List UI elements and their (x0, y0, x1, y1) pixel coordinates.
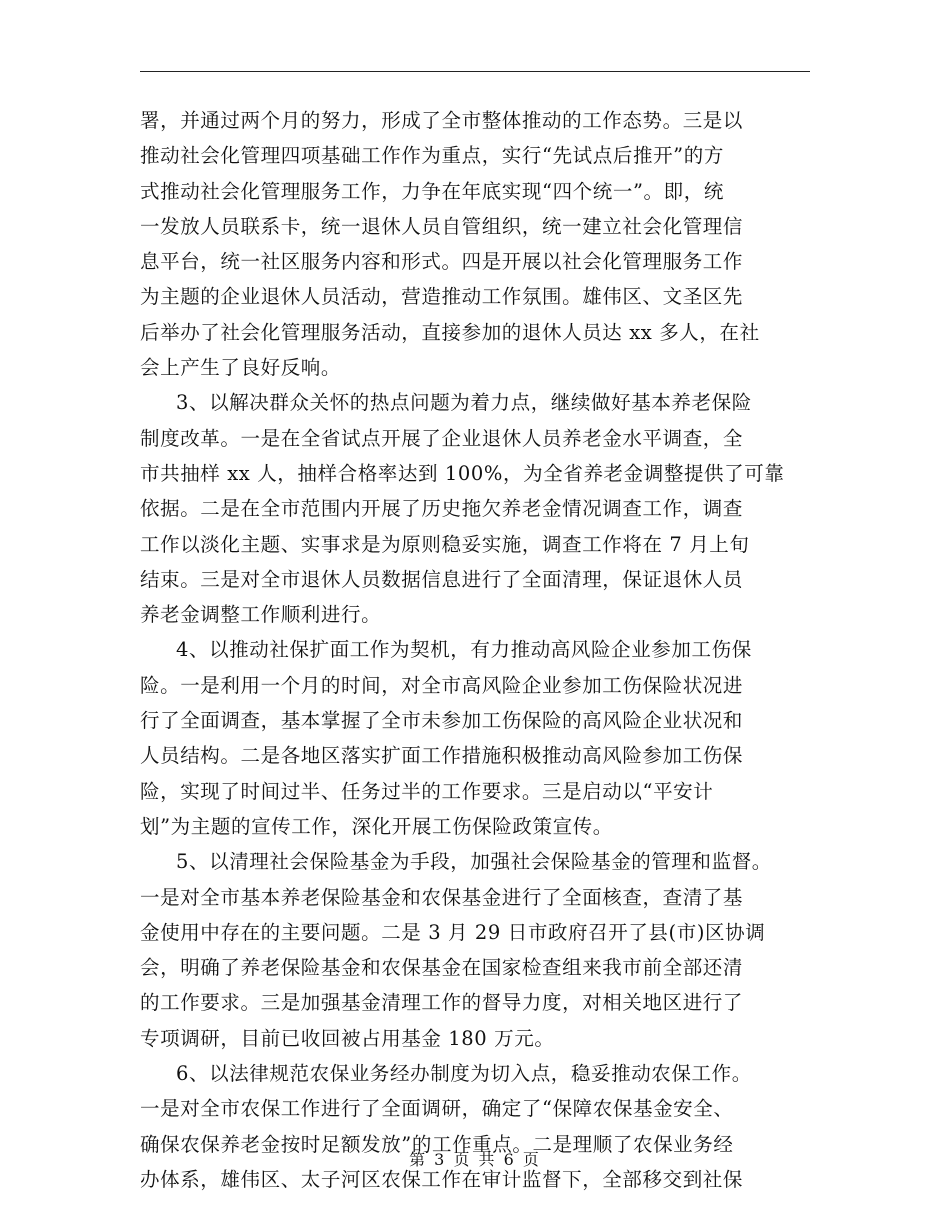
text-line: 行了全面调查，基本掌握了全市未参加工伤保险的高风险企业状况和 (140, 709, 744, 733)
text-line: 为主题的企业退休人员活动，营造推动工作氛围。雄伟区、文圣区先 (140, 285, 744, 309)
text-line: 办体系，雄伟区、太子河区农保工作在审计监督下，全部移交到社保 (140, 1167, 744, 1191)
text-line: 息平台，统一社区服务内容和形式。四是开展以社会化管理服务工作 (140, 250, 744, 274)
text-line: 一是对全市基本养老保险基金和农保基金进行了全面核查，查清了基 (140, 885, 744, 909)
document-body (140, 103, 830, 1197)
text-line: 一是对全市农保工作进行了全面调研，确定了“保障农保基金安全、 (140, 1097, 734, 1121)
text-line: 会，明确了养老保险基金和农保基金在国家检查组来我市前全部还清 (140, 956, 744, 980)
text-line: 推动社会化管理四项基础工作作为重点，实行“先试点后推开”的方 (140, 144, 724, 168)
paragraph-first-line: 6、以法律规范农保业务经办制度为切入点，稳妥推动农保工作。 (176, 1062, 752, 1086)
text-line: 署，并通过两个月的努力，形成了全市整体推动的工作态势。三是以 (140, 109, 744, 132)
text-line: 会上产生了良好反响。 (140, 356, 342, 380)
text-line: 金使用中存在的主要问题。二是 3 月 29 日市政府召开了县(市)区协调 (140, 920, 766, 944)
text-line: 养老金调整工作顺利进行。 (140, 603, 382, 627)
paragraph-first-line: 4、以推动社保扩面工作为契机，有力推动高风险企业参加工伤保 (176, 638, 752, 662)
text-line: 式推动社会化管理服务工作，力争在年底实现“四个统一”。即，统 (140, 179, 724, 203)
text-line: 依据。二是在全市范围内开展了历史拖欠养老金情况调查工作，调查 (140, 497, 744, 521)
text-line: 专项调研，目前已收回被占用基金 180 万元。 (140, 1026, 555, 1050)
paragraph-first-line: 3、以解决群众关怀的热点问题为着力点，继续做好基本养老保险 (176, 391, 752, 415)
text-line: 划”为主题的宣传工作，深化开展工伤保险政策宣传。 (140, 814, 613, 838)
text-line: 确保农保养老金按时足额发放”的工作重点。二是理顺了农保业务经 (140, 1132, 734, 1156)
text-line: 结束。三是对全市退休人员数据信息进行了全面清理，保证退休人员 (140, 567, 744, 591)
text-line: 的工作要求。三是加强基金清理工作的督导力度，对相关地区进行了 (140, 991, 744, 1015)
header-rule (140, 71, 810, 72)
text-line: 险。一是利用一个月的时间，对全市高风险企业参加工伤保险状况进 (140, 673, 744, 697)
text-line: 后举办了社会化管理服务活动，直接参加的退休人员达 xx 多人，在社 (140, 320, 760, 344)
text-line: 工作以淡化主题、实事求是为原则稳妥实施，调查工作将在 7 月上旬 (140, 532, 750, 556)
text-line: 制度改革。一是在全省试点开展了企业退休人员养老金水平调查，全 (140, 426, 744, 450)
text-line: 一发放人员联系卡，统一退休人员自管组织，统一建立社会化管理信 (140, 214, 744, 238)
text-line: 险，实现了时间过半、任务过半的工作要求。三是启动以“平安计 (140, 779, 714, 803)
page-number-footer: 第 3 页 共 6 页 (409, 1150, 541, 1169)
text-line: 市共抽样 xx 人，抽样合格率达到 100%，为全省养老金调整提供了可靠 (140, 461, 785, 485)
paragraph-first-line: 5、以清理社会保险基金为手段，加强社会保险基金的管理和监督。 (176, 850, 772, 874)
text-line: 人员结构。二是各地区落实扩面工作措施积极推动高风险参加工伤保 (140, 744, 744, 768)
